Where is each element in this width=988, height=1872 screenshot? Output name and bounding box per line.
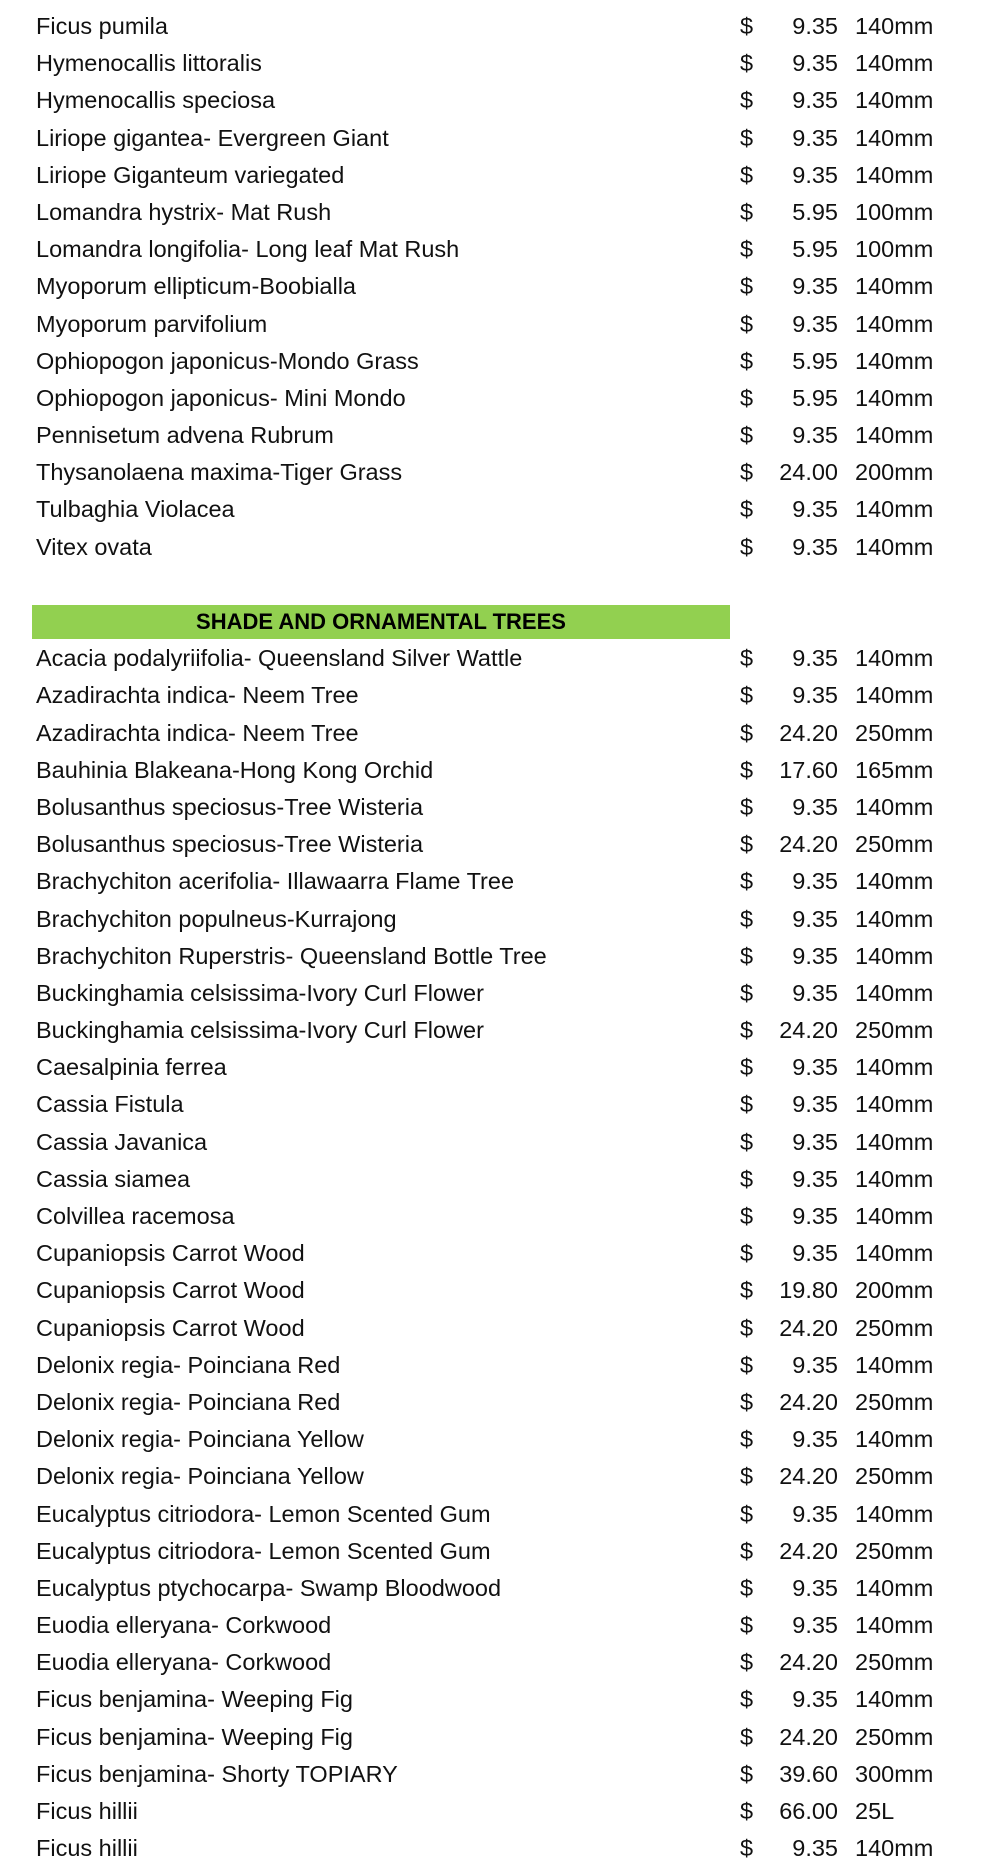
price-value: 9.35 xyxy=(792,1426,838,1453)
currency-symbol: $ xyxy=(740,1165,754,1192)
price-value: 5.95 xyxy=(792,384,838,411)
currency-symbol: $ xyxy=(740,682,754,709)
currency-symbol: $ xyxy=(740,422,754,449)
currency-symbol: $ xyxy=(740,645,754,672)
pot-size: 250mm xyxy=(855,1649,934,1676)
plant-name: Ficus pumila xyxy=(36,13,168,39)
price-row xyxy=(0,1124,988,1161)
pot-size: 250mm xyxy=(855,1537,934,1564)
price-value: 9.35 xyxy=(792,50,838,77)
price-row xyxy=(0,1533,988,1570)
price-row xyxy=(0,826,988,863)
price-row xyxy=(0,1681,988,1718)
price-row xyxy=(0,529,988,566)
currency-symbol: $ xyxy=(740,273,754,300)
price-value: 9.35 xyxy=(792,161,838,188)
currency-symbol: $ xyxy=(740,1612,754,1639)
plant-name: Brachychiton Ruperstris- Queensland Bottle Tree xyxy=(36,942,547,969)
currency-symbol: $ xyxy=(740,1240,754,1267)
plant-name: Colvillea racemosa xyxy=(36,1203,235,1229)
currency-symbol: $ xyxy=(740,1388,754,1415)
price-row xyxy=(0,1012,988,1049)
pot-size: 100mm xyxy=(855,236,934,263)
currency-symbol: $ xyxy=(740,719,754,746)
currency-symbol: $ xyxy=(740,347,754,374)
price-row xyxy=(0,82,988,119)
plant-name: Bolusanthus speciosus-Tree Wisteria xyxy=(36,793,424,820)
pot-size: 250mm xyxy=(855,831,934,858)
currency-symbol: $ xyxy=(740,87,754,114)
price-value: 9.35 xyxy=(792,1574,838,1601)
plant-name: Eucalyptus citriodora- Lemon Scented Gum xyxy=(36,1537,491,1564)
currency-symbol: $ xyxy=(740,13,754,39)
plant-name: Cupaniopsis Carrot Wood xyxy=(36,1277,305,1304)
pot-size: 140mm xyxy=(855,1686,934,1713)
plant-name: Liriope Giganteum variegated xyxy=(36,161,345,188)
plant-name: Buckinghamia celsissima-Ivory Curl Flower xyxy=(36,979,484,1006)
pot-size: 140mm xyxy=(855,1203,934,1229)
price-value: 9.35 xyxy=(792,422,838,449)
currency-symbol: $ xyxy=(740,1537,754,1564)
pot-size: 140mm xyxy=(855,1500,934,1527)
price-row xyxy=(0,901,988,938)
price-row xyxy=(0,789,988,826)
price-value: 9.35 xyxy=(792,868,838,895)
plant-name: Ficus hillii xyxy=(36,1835,138,1862)
price-row xyxy=(0,1235,988,1272)
price-value: 9.35 xyxy=(792,1835,838,1862)
price-value: 9.35 xyxy=(792,1054,838,1081)
pot-size: 140mm xyxy=(855,1835,934,1862)
price-value: 24.20 xyxy=(779,719,838,746)
currency-symbol: $ xyxy=(740,868,754,895)
plant-name: Lomandra longifolia- Long leaf Mat Rush xyxy=(36,236,460,263)
pot-size: 200mm xyxy=(855,459,934,486)
pot-size: 165mm xyxy=(855,756,934,783)
pot-size: 140mm xyxy=(855,273,934,300)
price-row xyxy=(0,454,988,491)
plant-name: Tulbaghia Violacea xyxy=(36,496,235,523)
price-value: 9.35 xyxy=(792,1686,838,1713)
currency-symbol: $ xyxy=(740,1500,754,1527)
currency-symbol: $ xyxy=(740,384,754,411)
price-value: 24.00 xyxy=(779,459,838,486)
pot-size: 140mm xyxy=(855,161,934,188)
price-value: 9.35 xyxy=(792,979,838,1006)
pot-size: 250mm xyxy=(855,1463,934,1490)
currency-symbol: $ xyxy=(740,1091,754,1118)
pot-size: 140mm xyxy=(855,793,934,820)
price-value: 24.20 xyxy=(779,1649,838,1676)
price-row xyxy=(0,1310,988,1347)
price-value: 9.35 xyxy=(792,1091,838,1118)
currency-symbol: $ xyxy=(740,1760,754,1787)
plant-name: Caesalpinia ferrea xyxy=(36,1054,227,1081)
pot-size: 200mm xyxy=(855,1277,934,1304)
price-value: 9.35 xyxy=(792,942,838,969)
currency-symbol: $ xyxy=(740,979,754,1006)
currency-symbol: $ xyxy=(740,942,754,969)
currency-symbol: $ xyxy=(740,459,754,486)
price-row xyxy=(0,1086,988,1123)
price-row xyxy=(0,1496,988,1533)
price-row xyxy=(0,231,988,268)
pot-size: 250mm xyxy=(855,1314,934,1341)
pot-size: 140mm xyxy=(855,645,934,672)
price-row xyxy=(0,1421,988,1458)
pot-size: 25L xyxy=(855,1798,895,1824)
pot-size: 140mm xyxy=(855,422,934,449)
price-value: 24.20 xyxy=(779,1388,838,1415)
pot-size: 140mm xyxy=(855,13,934,39)
currency-symbol: $ xyxy=(740,1798,754,1824)
price-row xyxy=(0,8,988,45)
plant-name: Euodia elleryana- Corkwood xyxy=(36,1649,332,1676)
pot-size: 250mm xyxy=(855,1723,934,1750)
pot-size: 140mm xyxy=(855,1054,934,1081)
price-value: 24.20 xyxy=(779,1314,838,1341)
plant-name: Bolusanthus speciosus-Tree Wisteria xyxy=(36,831,424,858)
plant-name: Ophiopogon japonicus- Mini Mondo xyxy=(36,384,406,411)
price-row xyxy=(0,863,988,900)
price-value: 9.35 xyxy=(792,310,838,337)
currency-symbol: $ xyxy=(740,1203,754,1229)
price-value: 24.20 xyxy=(779,1723,838,1750)
price-value: 9.35 xyxy=(792,1128,838,1155)
currency-symbol: $ xyxy=(740,1649,754,1676)
price-row xyxy=(0,640,988,677)
currency-symbol: $ xyxy=(740,310,754,337)
price-value: 9.35 xyxy=(792,905,838,932)
section-spacer xyxy=(0,566,988,603)
pot-size: 140mm xyxy=(855,533,934,560)
currency-symbol: $ xyxy=(740,1054,754,1081)
currency-symbol: $ xyxy=(740,1128,754,1155)
plant-name: Delonix regia- Poinciana Yellow xyxy=(36,1463,364,1490)
price-value: 9.35 xyxy=(792,273,838,300)
price-row xyxy=(0,157,988,194)
plant-name: Ficus hillii xyxy=(36,1798,138,1824)
currency-symbol: $ xyxy=(740,1017,754,1044)
plant-name: Hymenocallis littoralis xyxy=(36,50,262,77)
price-row xyxy=(0,1644,988,1681)
plant-name: Pennisetum advena Rubrum xyxy=(36,422,334,449)
section-header xyxy=(0,603,988,640)
plant-name: Hymenocallis speciosa xyxy=(36,87,276,114)
price-row xyxy=(0,1347,988,1384)
plant-name: Euodia elleryana- Corkwood xyxy=(36,1612,332,1639)
price-row xyxy=(0,975,988,1012)
price-value: 19.80 xyxy=(779,1277,838,1304)
price-row xyxy=(0,1384,988,1421)
currency-symbol: $ xyxy=(740,1463,754,1490)
price-row xyxy=(0,1830,988,1867)
plant-name: Liriope gigantea- Evergreen Giant xyxy=(36,124,389,151)
price-row xyxy=(0,1756,988,1793)
plant-name: Cassia siamea xyxy=(36,1165,191,1192)
price-value: 24.20 xyxy=(779,831,838,858)
price-value: 9.35 xyxy=(792,13,838,39)
price-value: 9.35 xyxy=(792,1351,838,1378)
plant-name: Eucalyptus ptychocarpa- Swamp Bloodwood xyxy=(36,1574,502,1601)
plant-name: Thysanolaena maxima-Tiger Grass xyxy=(36,459,403,486)
plant-name: Brachychiton populneus-Kurrajong xyxy=(36,905,397,932)
currency-symbol: $ xyxy=(740,905,754,932)
plant-name: Myoporum ellipticum-Boobialla xyxy=(36,273,356,300)
plant-name: Cassia Javanica xyxy=(36,1128,208,1155)
plant-name: Cassia Fistula xyxy=(36,1091,184,1118)
plant-name: Azadirachta indica- Neem Tree xyxy=(36,719,359,746)
price-value: 24.20 xyxy=(779,1017,838,1044)
pot-size: 100mm xyxy=(855,198,934,225)
price-value: 24.20 xyxy=(779,1537,838,1564)
pot-size: 140mm xyxy=(855,1091,934,1118)
plant-name: Ophiopogon japonicus-Mondo Grass xyxy=(36,347,419,374)
currency-symbol: $ xyxy=(740,50,754,77)
pot-size: 140mm xyxy=(855,1612,934,1639)
price-value: 39.60 xyxy=(779,1760,838,1787)
currency-symbol: $ xyxy=(740,1351,754,1378)
pot-size: 250mm xyxy=(855,719,934,746)
pot-size: 250mm xyxy=(855,1017,934,1044)
pot-size: 250mm xyxy=(855,1388,934,1415)
price-value: 9.35 xyxy=(792,1165,838,1192)
price-value: 5.95 xyxy=(792,236,838,263)
currency-symbol: $ xyxy=(740,1314,754,1341)
pot-size: 140mm xyxy=(855,87,934,114)
price-row xyxy=(0,306,988,343)
price-row xyxy=(0,1607,988,1644)
price-row xyxy=(0,1198,988,1235)
section-title: SHADE AND ORNAMENTAL TREES xyxy=(32,605,730,639)
price-list-sheet xyxy=(0,8,988,1867)
price-row xyxy=(0,1049,988,1086)
plant-name: Ficus benjamina- Weeping Fig xyxy=(36,1686,353,1713)
pot-size: 140mm xyxy=(855,1574,934,1601)
pot-size: 140mm xyxy=(855,347,934,374)
price-row xyxy=(0,268,988,305)
pot-size: 140mm xyxy=(855,1240,934,1267)
price-value: 24.20 xyxy=(779,1463,838,1490)
pot-size: 140mm xyxy=(855,1128,934,1155)
pot-size: 140mm xyxy=(855,124,934,151)
plant-name: Bauhinia Blakeana-Hong Kong Orchid xyxy=(36,756,434,783)
price-value: 9.35 xyxy=(792,124,838,151)
price-value: 9.35 xyxy=(792,1203,838,1229)
plant-name: Cupaniopsis Carrot Wood xyxy=(36,1314,305,1341)
plant-name: Delonix regia- Poinciana Red xyxy=(36,1388,341,1415)
pot-size: 140mm xyxy=(855,682,934,709)
price-row xyxy=(0,752,988,789)
price-value: 9.35 xyxy=(792,793,838,820)
pot-size: 140mm xyxy=(855,1165,934,1192)
plant-name: Delonix regia- Poinciana Yellow xyxy=(36,1426,364,1453)
plant-name: Buckinghamia celsissima-Ivory Curl Flower xyxy=(36,1017,484,1044)
plant-name: Eucalyptus citriodora- Lemon Scented Gum xyxy=(36,1500,491,1527)
price-value: 9.35 xyxy=(792,87,838,114)
currency-symbol: $ xyxy=(740,198,754,225)
currency-symbol: $ xyxy=(740,793,754,820)
price-row xyxy=(0,1161,988,1198)
plant-name: Cupaniopsis Carrot Wood xyxy=(36,1240,305,1267)
price-value: 66.00 xyxy=(779,1798,838,1824)
plant-name: Lomandra hystrix- Mat Rush xyxy=(36,198,332,225)
pot-size: 140mm xyxy=(855,1351,934,1378)
currency-symbol: $ xyxy=(740,161,754,188)
price-row xyxy=(0,938,988,975)
plant-name: Myoporum parvifolium xyxy=(36,310,268,337)
plant-name: Azadirachta indica- Neem Tree xyxy=(36,682,359,709)
price-row xyxy=(0,380,988,417)
currency-symbol: $ xyxy=(740,1723,754,1750)
plant-name: Delonix regia- Poinciana Red xyxy=(36,1351,341,1378)
price-value: 9.35 xyxy=(792,1500,838,1527)
currency-symbol: $ xyxy=(740,756,754,783)
price-row xyxy=(0,1458,988,1495)
price-row xyxy=(0,1570,988,1607)
price-row xyxy=(0,194,988,231)
currency-symbol: $ xyxy=(740,1426,754,1453)
price-row xyxy=(0,417,988,454)
plant-name: Acacia podalyriifolia- Queensland Silver Wattle xyxy=(36,645,523,672)
price-value: 17.60 xyxy=(779,756,838,783)
price-value: 9.35 xyxy=(792,533,838,560)
price-value: 5.95 xyxy=(792,198,838,225)
price-value: 9.35 xyxy=(792,496,838,523)
currency-symbol: $ xyxy=(740,831,754,858)
price-value: 9.35 xyxy=(792,645,838,672)
pot-size: 140mm xyxy=(855,496,934,523)
top-item-list xyxy=(0,8,988,566)
price-row xyxy=(0,715,988,752)
price-row xyxy=(0,1272,988,1309)
price-row xyxy=(0,45,988,82)
currency-symbol: $ xyxy=(740,496,754,523)
plant-name: Brachychiton acerifolia- Illawaarra Flame Tree xyxy=(36,868,515,895)
section-item-list xyxy=(0,640,988,1867)
pot-size: 140mm xyxy=(855,979,934,1006)
currency-symbol: $ xyxy=(740,1277,754,1304)
plant-name: Ficus benjamina- Shorty TOPIARY xyxy=(36,1760,398,1787)
price-row xyxy=(0,1719,988,1756)
pot-size: 140mm xyxy=(855,942,934,969)
pot-size: 300mm xyxy=(855,1760,934,1787)
currency-symbol: $ xyxy=(740,1835,754,1862)
price-row xyxy=(0,677,988,714)
price-value: 9.35 xyxy=(792,1240,838,1267)
price-row xyxy=(0,491,988,528)
pot-size: 140mm xyxy=(855,1426,934,1453)
price-row xyxy=(0,1793,988,1830)
plant-name: Ficus benjamina- Weeping Fig xyxy=(36,1723,353,1750)
pot-size: 140mm xyxy=(855,905,934,932)
price-row xyxy=(0,120,988,157)
price-value: 9.35 xyxy=(792,1612,838,1639)
pot-size: 140mm xyxy=(855,50,934,77)
currency-symbol: $ xyxy=(740,236,754,263)
plant-name: Vitex ovata xyxy=(36,533,152,560)
pot-size: 140mm xyxy=(855,384,934,411)
price-value: 9.35 xyxy=(792,682,838,709)
currency-symbol: $ xyxy=(740,124,754,151)
pot-size: 140mm xyxy=(855,868,934,895)
pot-size: 140mm xyxy=(855,310,934,337)
currency-symbol: $ xyxy=(740,533,754,560)
currency-symbol: $ xyxy=(740,1686,754,1713)
price-value: 5.95 xyxy=(792,347,838,374)
price-row xyxy=(0,343,988,380)
currency-symbol: $ xyxy=(740,1574,754,1601)
